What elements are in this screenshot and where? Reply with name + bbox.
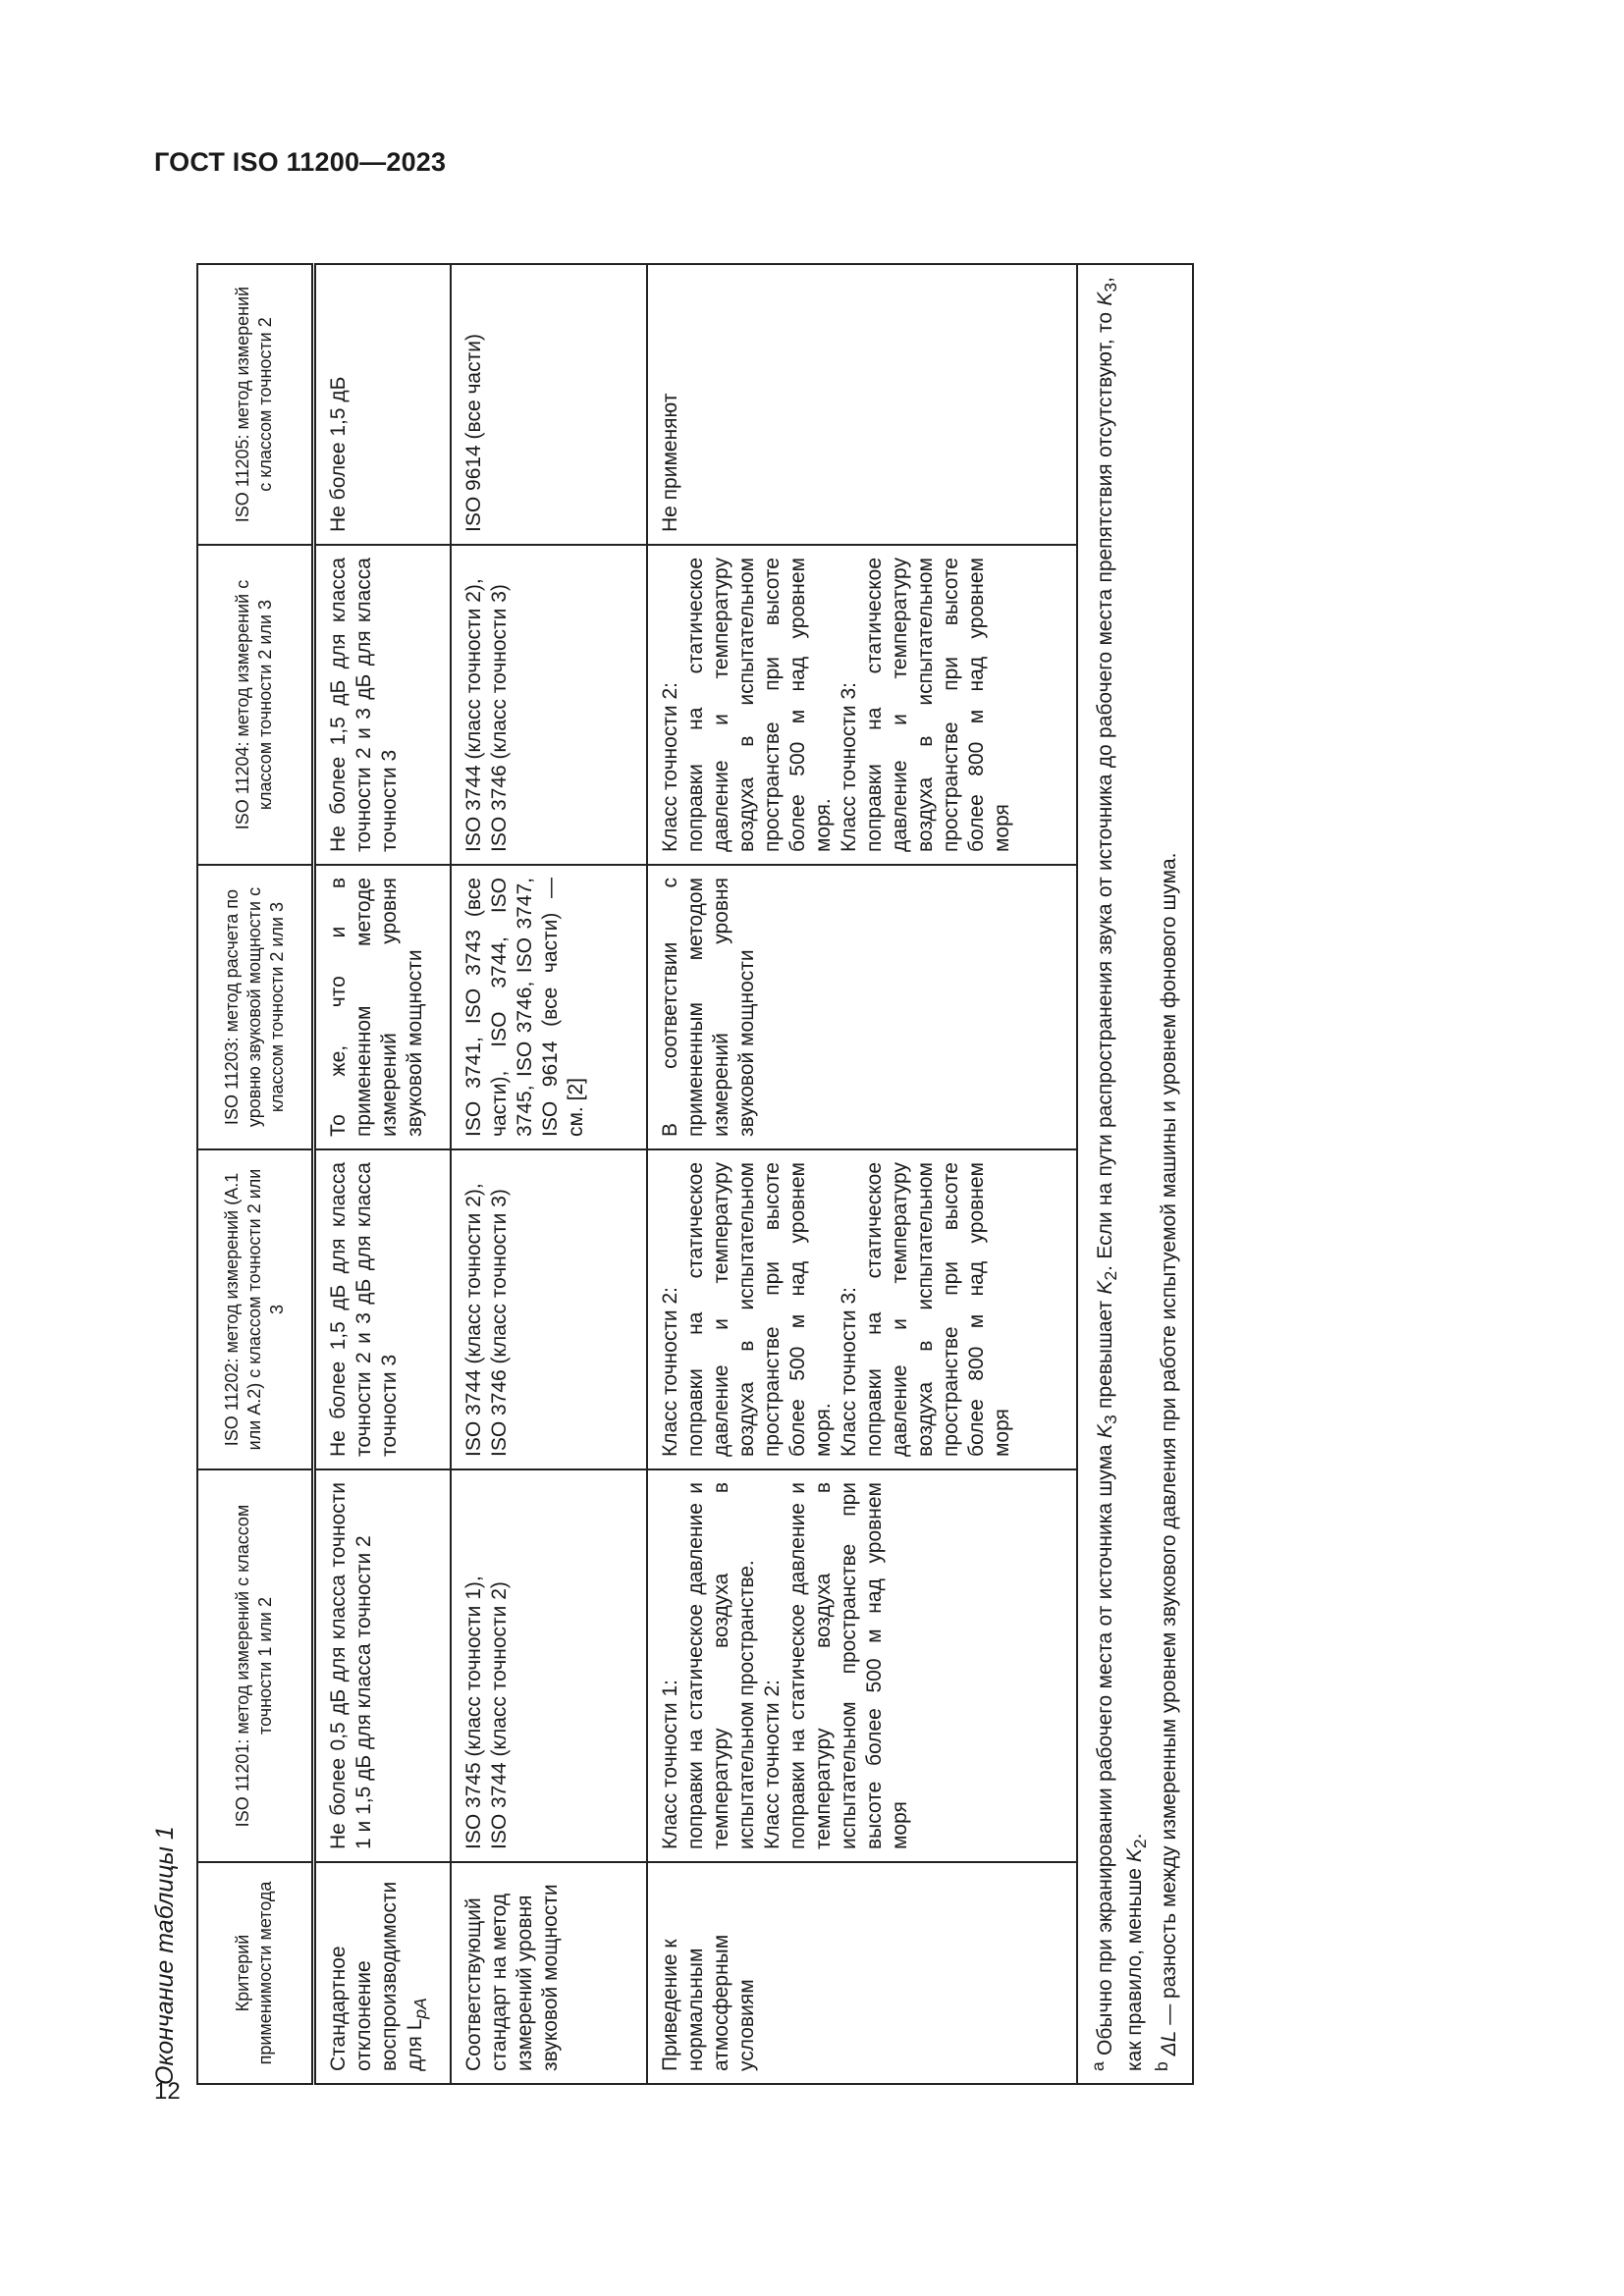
row-criterion: Соответствующий стандарт на метод измерений уровня звуковой мощности — [451, 1862, 647, 2084]
table-cell: ISO 3741, ISO 3743 (все части), ISO 3744, ISO 3745, ISO 3746, ISO 3747, ISO 9614 (все части) — см. [2] — [451, 865, 647, 1149]
footnote-a-text: . Если на пути распространения звука от источника до рабочего места препятствия отсутствуют, то — [1094, 305, 1116, 1271]
symbol-subscript: 3 — [1101, 282, 1121, 293]
symbol-subscript: 2 — [1130, 1839, 1151, 1849]
footnotes-cell — [1077, 264, 1193, 2084]
column-header-iso11203: ISO 11203: метод расчета по уровню звуковой мощности с классом точности 2 или 3 — [197, 865, 313, 1149]
table-cell: ISO 3745 (класс точности 1), ISO 3744 (класс точности 2) — [451, 1469, 647, 1862]
symbol-k: K — [1094, 292, 1116, 306]
criterion-text: Стандартное отклонение воспроизводимости для L — [326, 1881, 426, 2071]
symbol-k: K — [1123, 1848, 1147, 1863]
table-cell: Не более 1,5 дБ для класса точности 2 и 3 дБ для класса точности 3 — [313, 545, 451, 865]
table-caption: Окончание таблицы 1 — [151, 1826, 179, 2085]
page-number: 12 — [154, 2078, 181, 2105]
column-header-iso11202: ISO 11202: метод измерений (A.1 или A.2) с классом точности 2 или 3 — [197, 1149, 313, 1469]
table-cell: ISO 3744 (класс точности 2), ISO 3746 (класс точности 3) — [451, 1149, 647, 1469]
table-row — [313, 264, 451, 2084]
footnote-a-mark: a — [1088, 2061, 1108, 2071]
footnote-row — [1077, 264, 1193, 2084]
criterion-subscript: pA — [409, 1998, 430, 2019]
table-cell: ISO 9614 (все части) — [451, 264, 647, 545]
table-cell: В соответствии с примененным методом измерений уровня звуковой мощности — [647, 865, 1077, 1149]
symbol-k: K — [1094, 1424, 1116, 1439]
footnote-a-text: , как правило, меньше — [1094, 277, 1147, 2071]
footnote-a-text: Обычно при экранировании рабочего места от источника шума — [1094, 1438, 1116, 2062]
symbol-k: K — [1094, 1280, 1116, 1295]
table-cell: Не более 1,5 дБ для класса точности 2 и 3 дБ для класса точности 3 — [313, 1149, 451, 1469]
footnote-a — [1088, 277, 1152, 2071]
column-header-criterion: Критерий применимости метода — [197, 1862, 313, 2084]
footnote-b-text: — разность между измеренным уровнем звукового давления при работе испытуемой машины и уровнем фонового шума. — [1158, 852, 1181, 2031]
table-cell: Не применяют — [647, 264, 1077, 545]
table-row — [647, 264, 1077, 2084]
row-criterion — [313, 1862, 451, 2084]
table-cell: То же, что и в примененном методе измерений уровня звуковой мощности — [313, 865, 451, 1149]
table-cell: ISO 3744 (класс точности 2), ISO 3746 (класс точности 3) — [451, 545, 647, 865]
table-cell: Класс точности 2: поправки на статическое давление и температуру воздуха в испытательном пространстве при высоте более 500 м над уровнем моря. Класс точности 3: поправки на статическое давление и температуру воздуха в испытательном пространстве при высоте более 800 м над уровнем моря — [647, 545, 1077, 865]
footnote-a-text: . — [1123, 1833, 1147, 1840]
table-cell: Класс точности 2: поправки на статическое давление и температуру воздуха в испытательном пространстве при высоте более 500 м над уровнем моря. Класс точности 3: поправки на статическое давление и температуру воздуха в испытательном пространстве при высоте более 800 м над уровнем моря — [647, 1149, 1077, 1469]
table-cell: Не более 0,5 дБ для класса точности 1 и 1,5 дБ для класса точности 2 — [313, 1469, 451, 1862]
document-title: ГОСТ ISO 11200—2023 — [154, 147, 447, 177]
symbol-subscript: 3 — [1101, 1415, 1121, 1425]
column-header-iso11205: ISO 11205: метод измерений с классом точности 2 — [197, 264, 313, 545]
symbol-delta-l: ΔL — [1158, 2030, 1181, 2056]
column-header-iso11204: ISO 11204: метод измерений с классом точности 2 или 3 — [197, 545, 313, 865]
footnote-b-mark: b — [1152, 2061, 1172, 2071]
column-header-iso11201: ISO 11201: метод измерений с классом точности 1 или 2 — [197, 1469, 313, 1862]
table-header-row — [197, 264, 313, 2084]
comparison-table — [196, 263, 1194, 2085]
row-criterion: Приведение к нормальным атмосферным условиям — [647, 1862, 1077, 2084]
symbol-subscript: 2 — [1101, 1270, 1121, 1281]
footnote-b — [1152, 277, 1182, 2071]
rotated-table-area — [147, 141, 1202, 2085]
table-cell: Класс точности 1: поправки на статическое давление и температуру воздуха в испытательном пространстве. Класс точности 2: поправки на статическое давление и температуру воздуха в испытательном пространстве при высоте более 500 м над уровнем моря — [647, 1469, 1077, 1862]
table-row — [451, 264, 647, 2084]
footnote-a-text: превышает — [1094, 1294, 1116, 1415]
table-cell: Не более 1,5 дБ — [313, 264, 451, 545]
